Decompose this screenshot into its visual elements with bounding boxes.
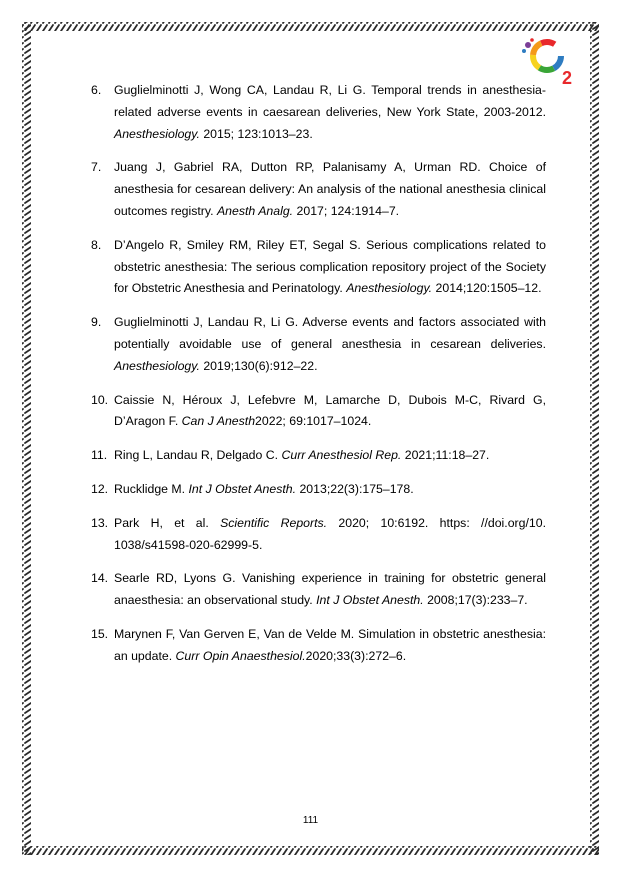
reference-item [91, 568, 546, 612]
reference-item [91, 479, 546, 501]
reference-number: 15. [91, 626, 109, 641]
reference-text: Searle RD, Lyons G. Vanishing experience in training for obstetric general anaesthesia: an observational study. [114, 571, 546, 608]
reference-number: 6. [91, 83, 102, 97]
reference-number: 7. [91, 160, 102, 175]
reference-text: Rucklidge M. [114, 481, 189, 496]
reference-journal: Int J Obstet Anesth. [188, 481, 297, 496]
border-right [590, 22, 599, 855]
reference-number: 8. [91, 237, 102, 252]
reference-citation: 2020;33(3):272–6. [305, 648, 407, 663]
reference-citation: 2014;120:1505–12. [432, 281, 542, 296]
reference-item [91, 235, 546, 300]
reference-journal: Anesthesiology. [114, 126, 200, 141]
page-number: 111 [302, 815, 319, 826]
reference-text: Guglielminotti J, Wong CA, Landau R, Li G. Temporal trends in anesthesia-related adverse events in caesarean deliveries, New York State, 2003-2012. [114, 83, 546, 119]
reference-journal: Curr Anesthesiol Rep. [281, 448, 402, 463]
reference-list [91, 80, 546, 668]
reference-item [91, 312, 546, 377]
reference-item [91, 445, 546, 467]
reference-text: Guglielminotti J, Landau R, Li G. Adverse events and factors associated with potentially avoidable use of general anesthesia in cesarean deliveries. [114, 315, 546, 351]
reference-number: 11. [91, 448, 108, 463]
reference-item [91, 513, 546, 557]
reference-number: 13. [91, 515, 109, 530]
reference-citation: 2022; 69:1017–1024. [255, 414, 372, 429]
reference-number: 12. [91, 481, 109, 496]
reference-citation: 2021;11:18–27. [401, 448, 490, 463]
reference-text: Ring L, Landau R, Delgado C. [114, 448, 282, 463]
svg-text:2: 2 [562, 68, 573, 88]
reference-journal: Curr Opin Anaesthesiol. [175, 648, 306, 663]
reference-item [91, 624, 546, 668]
reference-journal: Can J Anesth [181, 414, 256, 429]
reference-journal: Anesth Analg. [216, 203, 294, 218]
reference-journal: Int J Obstet Anesth. [316, 593, 424, 608]
reference-number: 10. [91, 392, 109, 407]
reference-citation: 2019;130(6):912–22. [199, 358, 318, 373]
border-left [22, 22, 31, 855]
reference-citation: 2017; 124:1914–7. [293, 203, 400, 218]
reference-text: Park H, et al. [114, 515, 221, 530]
reference-citation: 2020; 10:6192. https: //doi.org/10. 1038/s41598-020-62999-5. [114, 515, 546, 552]
reference-journal: Scientific Reports. [220, 515, 328, 530]
reference-text: Caissie N, Héroux J, Lefebvre M, Lamarche D, Dubois M-C, Rivard G, D’Aragon F. [114, 392, 546, 429]
reference-text: D’Angelo R, Smiley RM, Riley ET, Segal S. Serious complications related to obstetric anesthesia: The serious complication repository project of the Society for Obstetric Anesthesia and Perinatology. [114, 237, 546, 296]
reference-citation: 2008;17(3):233–7. [423, 593, 528, 608]
reference-number: 14. [91, 571, 109, 586]
reference-item [91, 80, 546, 145]
reference-citation: 2015; 123:1013–23. [199, 126, 313, 141]
reference-citation: 2013;22(3):175–178. [296, 481, 414, 496]
reference-number: 9. [91, 315, 102, 330]
reference-journal: Anesthesiology. [114, 358, 200, 373]
reference-text: Marynen F, Van Gerven E, Van de Velde M. Simulation in obstetric anesthesia: an update. [114, 626, 546, 663]
border-top [22, 22, 599, 31]
reference-item [91, 390, 546, 434]
reference-text: Juang J, Gabriel RA, Dutton RP, Palanisamy A, Urman RD. Choice of anesthesia for cesarean delivery: An analysis of the national anesthesia clinical outcomes registry. [114, 160, 546, 218]
border-bottom [22, 846, 599, 855]
reference-journal: Anesthesiology. [346, 281, 433, 296]
reference-item [91, 157, 546, 222]
